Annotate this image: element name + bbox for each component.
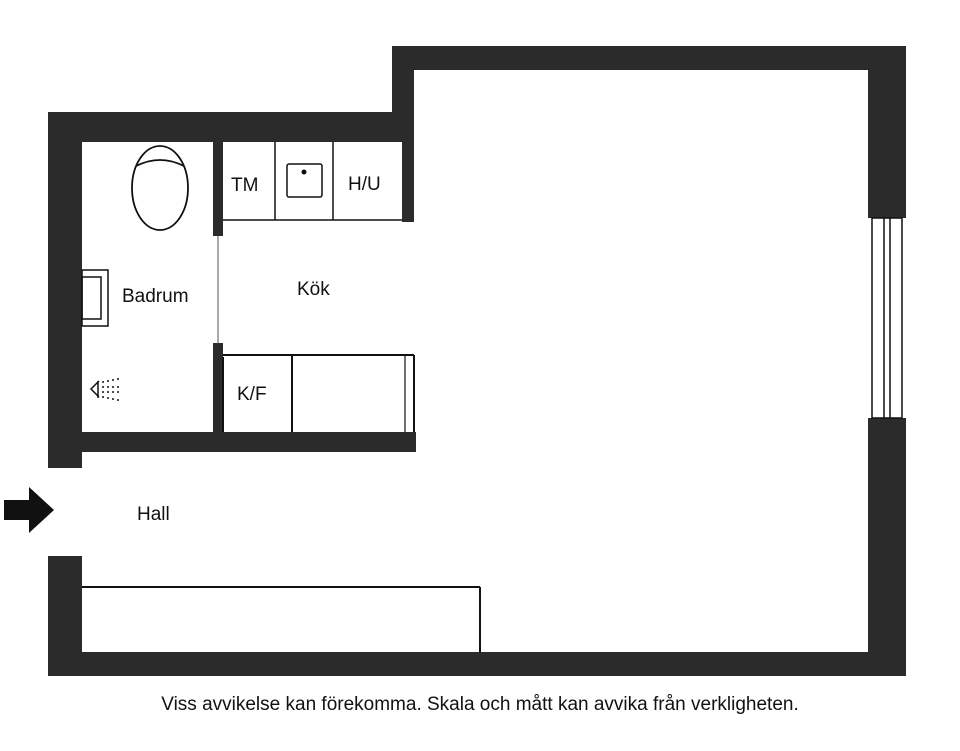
wall-bathroom-bottom (82, 432, 416, 452)
walls (48, 46, 906, 676)
wall-kitchen-stub (402, 142, 414, 222)
wall-right-lower (868, 418, 906, 676)
fixture-label-oven: H/U (348, 174, 381, 195)
window (872, 218, 902, 418)
disclaimer-text: Viss avvikelse kan förekomma. Skala och mått kan avvika från verkligheten. (161, 694, 799, 715)
room-label-bathroom: Badrum (122, 286, 189, 307)
room-label-hall: Hall (137, 504, 170, 525)
wall-bathroom-partition-bottom (213, 343, 223, 435)
shower-icon (91, 378, 119, 401)
wall-left-upper (48, 112, 82, 468)
wall-step-vertical (392, 46, 414, 142)
fixture-label-fridge: K/F (237, 384, 267, 405)
entrance-arrow-icon (4, 487, 54, 533)
wall-right-upper (868, 46, 906, 218)
wall-bottom (48, 652, 906, 676)
toilet-icon (132, 146, 188, 230)
sink-icon (287, 164, 322, 197)
room-label-kitchen: Kök (297, 279, 330, 300)
hall-wardrobe (82, 587, 480, 652)
wall-top-right (392, 46, 906, 70)
wall-top-left (48, 112, 414, 142)
wall-bathroom-partition-top (213, 142, 223, 236)
fixture-label-dishwasher: TM (231, 175, 259, 196)
bathroom-sink-icon (82, 270, 108, 326)
